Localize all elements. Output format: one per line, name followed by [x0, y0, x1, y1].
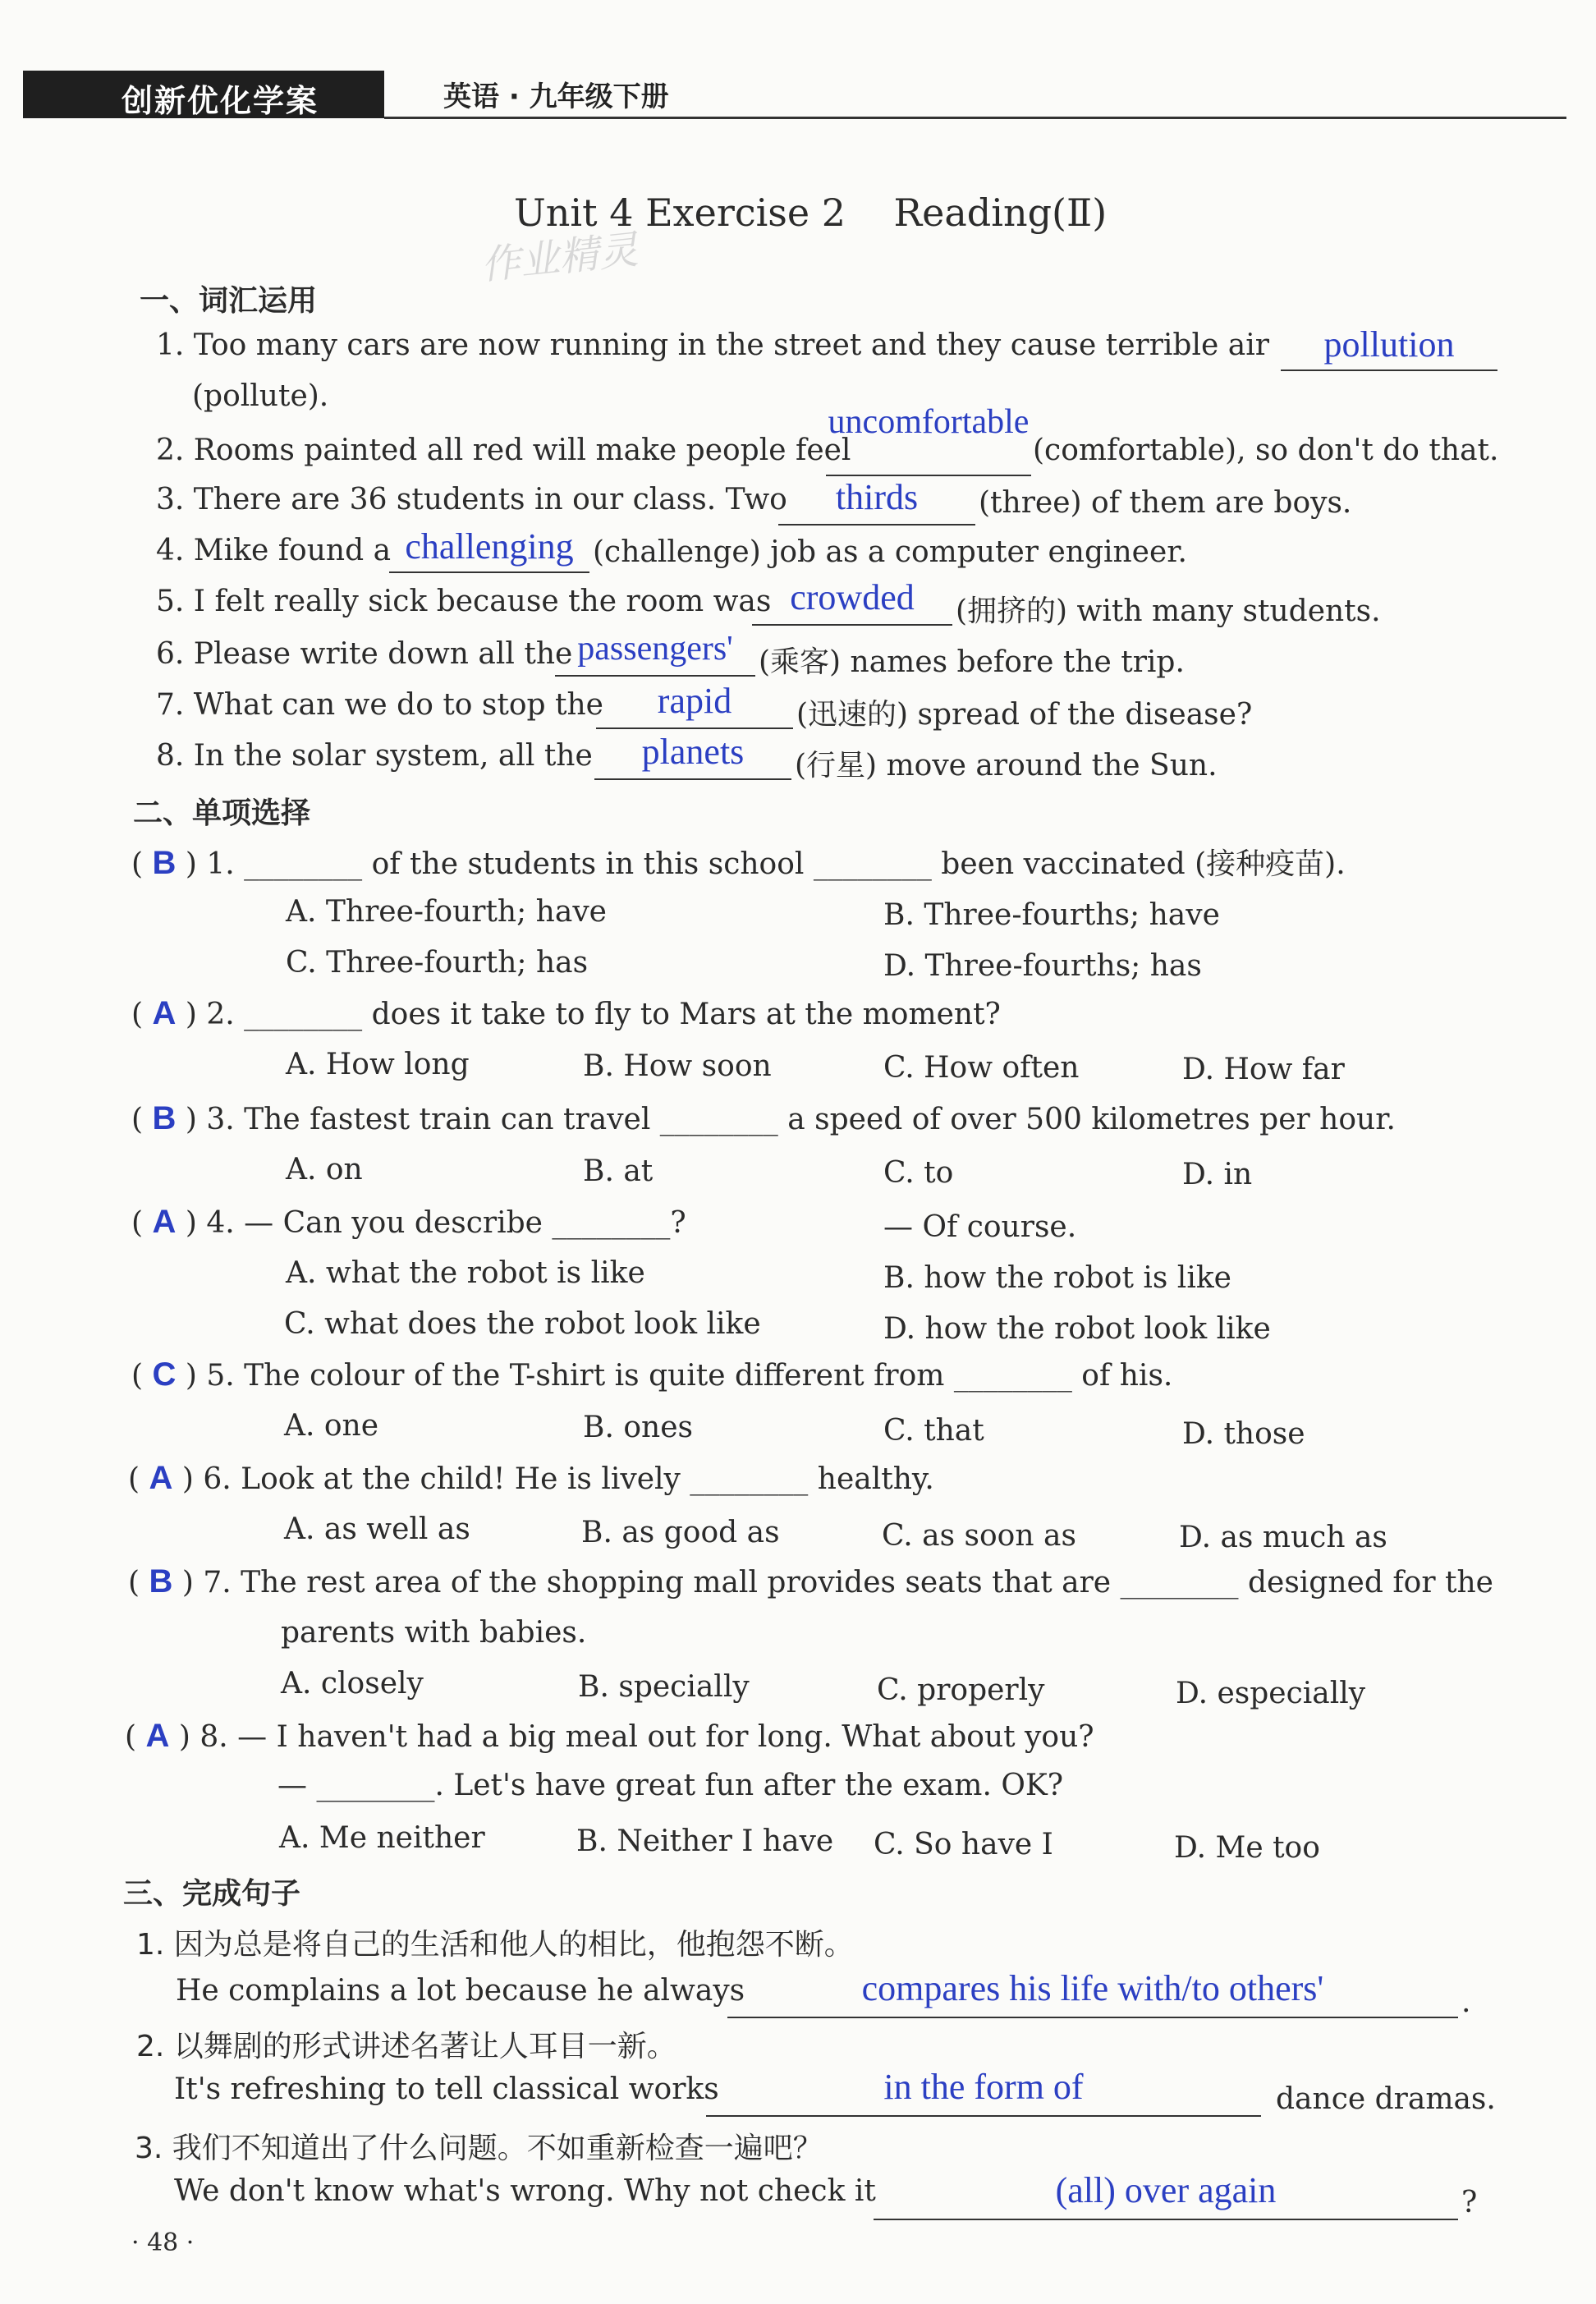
vocab-answer-6: [555, 630, 755, 677]
mc-option-6d: D. as much as: [1179, 1521, 1387, 1554]
vocab-item-6-post: (乘客) names before the trip.: [759, 645, 1185, 679]
mc-option-3b: B. at: [583, 1154, 654, 1188]
answer-text: challenging: [405, 526, 574, 567]
mc-option-1c: C. Three-fourth; has: [286, 946, 589, 980]
mc-answer-3: B: [152, 1100, 177, 1136]
mc-stem-8-reply: — ________. Let's have great fun after the exam. OK?: [277, 1769, 1064, 1802]
mc-option-7a: A. closely: [281, 1667, 424, 1700]
sentence-2-end: dance dramas.: [1276, 2082, 1496, 2116]
vocab-item-4: 4. Mike found a: [156, 534, 392, 567]
mc-option-6c: C. as soon as: [882, 1519, 1076, 1553]
mc-stem-8: — I haven't had a big meal out for long. What about you?: [237, 1720, 1094, 1754]
mc-option-5a: A. one: [284, 1409, 379, 1443]
mc-answer-5: C: [152, 1356, 177, 1393]
sentence-2-english: It's refreshing to tell classical works: [174, 2072, 719, 2106]
vocab-item-7: 7. What can we do to stop the: [156, 688, 603, 722]
answer-text: uncomfortable: [828, 403, 1030, 441]
vocab-answer-2: [826, 403, 1031, 476]
mc-question-7: ( B ) 7. The rest area of the shopping mall provides seats that are ________ designed for the: [128, 1563, 1493, 1599]
mc-question-6: ( A ) 6. Look at the child! He is lively ________ healthy.: [128, 1460, 934, 1496]
sentence-2-answer: [706, 2069, 1261, 2117]
vocab-item-7-post: (迅速的) spread of the disease?: [796, 698, 1253, 732]
mc-answer-1: B: [152, 845, 177, 881]
mc-option-4b: B. how the robot is like: [883, 1261, 1231, 1295]
sentence-3-chinese: 3. 我们不知道出了什么问题。不如重新检查一遍吧？: [135, 2132, 823, 2165]
mc-stem-4-reply: — Of course.: [883, 1210, 1077, 1244]
answer-text: passengers': [577, 630, 733, 668]
header-rule: [384, 117, 1566, 119]
mc-option-3a: A. on: [286, 1153, 363, 1186]
mc-option-7d: D. especially: [1176, 1677, 1366, 1710]
mc-answer-7: B: [149, 1563, 173, 1599]
mc-stem-2: ________ does it take to fly to Mars at the moment?: [244, 998, 1001, 1031]
mc-answer-6: A: [149, 1460, 173, 1496]
mc-stem-7: The rest area of the shopping mall provides seats that are ________ designed for the: [241, 1566, 1493, 1599]
vocab-answer-3: [778, 477, 975, 526]
vocab-answer-4: [389, 526, 589, 573]
sentence-1-end: .: [1461, 1985, 1471, 2019]
mc-option-1a: A. Three-fourth; have: [286, 895, 607, 929]
mc-option-4a: A. what the robot is like: [286, 1256, 645, 1290]
mc-option-3d: D. in: [1182, 1158, 1253, 1191]
vocab-answer-5: [752, 577, 952, 626]
mc-option-2a: A. How long: [286, 1048, 470, 1081]
answer-text: rapid: [657, 681, 732, 721]
mc-stem-5: The colour of the T-shirt is quite different from ________ of his.: [244, 1359, 1173, 1393]
watermark: 作业精灵: [479, 227, 640, 289]
mc-stem-3: The fastest train can travel ________ a speed of over 500 kilometres per hour.: [244, 1103, 1396, 1136]
mc-option-5c: C. that: [883, 1414, 984, 1448]
mc-question-2: ( A ) 2. ________ does it take to fly to Mars at the moment?: [131, 995, 1001, 1031]
mc-option-6a: A. as well as: [284, 1512, 470, 1546]
vocab-item-2-post: (comfortable), so don't do that.: [1033, 434, 1499, 467]
sentence-2-chinese: 2. 以舞剧的形式讲述名著让人耳目一新。: [136, 2030, 676, 2063]
answer-text: thirds: [835, 477, 919, 517]
vocab-item-5-post: (拥挤的) with many students.: [956, 594, 1381, 628]
vocab-item-5: 5. I felt really sick because the room was: [156, 585, 772, 618]
sentence-1-english: He complains a lot because he always: [176, 1974, 745, 2008]
answer-text: crowded: [790, 577, 915, 617]
answer-text: compares his life with/to others': [861, 1968, 1324, 2008]
sentence-1-answer: [727, 1968, 1458, 2018]
sentence-3-end: ?: [1461, 2186, 1478, 2219]
mc-option-5d: D. those: [1182, 1417, 1305, 1451]
mc-question-3: ( B ) 3. The fastest train can travel ________ a speed of over 500 kilometres per hour.: [131, 1100, 1396, 1136]
header-brand-block: [23, 71, 384, 118]
vocab-answer-1: [1281, 324, 1497, 371]
mc-option-7c: C. properly: [877, 1673, 1045, 1707]
vocab-item-2: 2. Rooms painted all red will make people feel: [156, 434, 851, 467]
vocab-item-3-post: (three) of them are boys.: [979, 486, 1352, 520]
mc-question-8: ( A ) 8. — I haven't had a big meal out for long. What about you?: [125, 1718, 1094, 1754]
mc-option-8d: D. Me too: [1174, 1831, 1320, 1865]
answer-text: (all) over again: [1055, 2170, 1277, 2210]
mc-answer-2: A: [152, 995, 177, 1031]
page-number: · 48 ·: [131, 2228, 195, 2257]
mc-question-1: ( B ) 1. ________ of the students in this school ________ been vaccinated (接种疫苗).: [131, 845, 1346, 881]
page-title: Unit 4 Exercise 2 Reading(Ⅱ): [514, 190, 1108, 235]
mc-option-2b: B. How soon: [583, 1049, 772, 1083]
mc-option-5b: B. ones: [583, 1411, 693, 1444]
vocab-answer-7: [596, 681, 793, 729]
mc-stem-1: ________ of the students in this school ________ been vaccinated (接种疫苗).: [244, 847, 1346, 881]
header-subject: 英语 · 九年级下册: [443, 80, 669, 113]
vocab-item-3: 3. There are 36 students in our class. Two: [156, 483, 787, 516]
mc-option-8c: C. So have I: [874, 1828, 1053, 1861]
mc-option-7b: B. specially: [578, 1670, 750, 1704]
sentence-3-english: We don't know what's wrong. Why not check it: [174, 2174, 876, 2208]
mc-option-1b: B. Three-fourths; have: [883, 898, 1220, 932]
answer-text: pollution: [1323, 324, 1455, 365]
mc-answer-8: A: [145, 1718, 170, 1754]
mc-question-5: ( C ) 5. The colour of the T-shirt is quite different from ________ of his.: [131, 1356, 1173, 1393]
vocab-item-6: 6. Please write down all the: [156, 637, 573, 671]
answer-text: in the form of: [883, 2067, 1084, 2107]
mc-stem-7-cont: parents with babies.: [281, 1616, 587, 1650]
vocab-answer-8: [594, 732, 791, 780]
mc-option-2d: D. How far: [1182, 1053, 1345, 1086]
answer-text: planets: [641, 732, 745, 772]
vocab-item-8-post: (行星) move around the Sun.: [795, 749, 1218, 783]
mc-option-8a: A. Me neither: [279, 1821, 485, 1855]
section3-heading: 三、完成句子: [123, 1877, 301, 1911]
section1-heading: 一、词汇运用: [140, 284, 318, 318]
sentence-3-answer: [874, 2170, 1458, 2220]
mc-option-4c: C. what does the robot look like: [284, 1307, 761, 1341]
mc-option-2c: C. How often: [883, 1051, 1080, 1085]
mc-option-4d: D. how the robot look like: [883, 1312, 1271, 1346]
mc-option-8b: B. Neither I have: [576, 1824, 834, 1858]
header-brand: 创新优化学案: [122, 83, 319, 119]
vocab-item-8: 8. In the solar system, all the: [156, 739, 593, 773]
mc-stem-6: Look at the child! He is lively ________ healthy.: [241, 1462, 934, 1496]
vocab-item-1: 1. Too many cars are now running in the street and they cause terrible air: [156, 328, 1269, 362]
mc-option-6b: B. as good as: [581, 1516, 780, 1549]
vocab-item-4-post: (challenge) job as a computer engineer.: [593, 535, 1187, 569]
mc-option-3c: C. to: [883, 1156, 954, 1190]
vocab-item-1-line2: (pollute).: [192, 379, 329, 413]
section2-heading: 二、单项选择: [133, 796, 311, 830]
mc-stem-4: — Can you describe ________?: [244, 1206, 686, 1240]
mc-option-1d: D. Three-fourths; has: [883, 949, 1202, 983]
mc-question-4: ( A ) 4. — Can you describe ________?: [131, 1204, 686, 1240]
mc-answer-4: A: [152, 1204, 177, 1240]
sentence-1-chinese: 1. 因为总是将自己的生活和他人的相比，他抱怨不断。: [136, 1928, 854, 1962]
